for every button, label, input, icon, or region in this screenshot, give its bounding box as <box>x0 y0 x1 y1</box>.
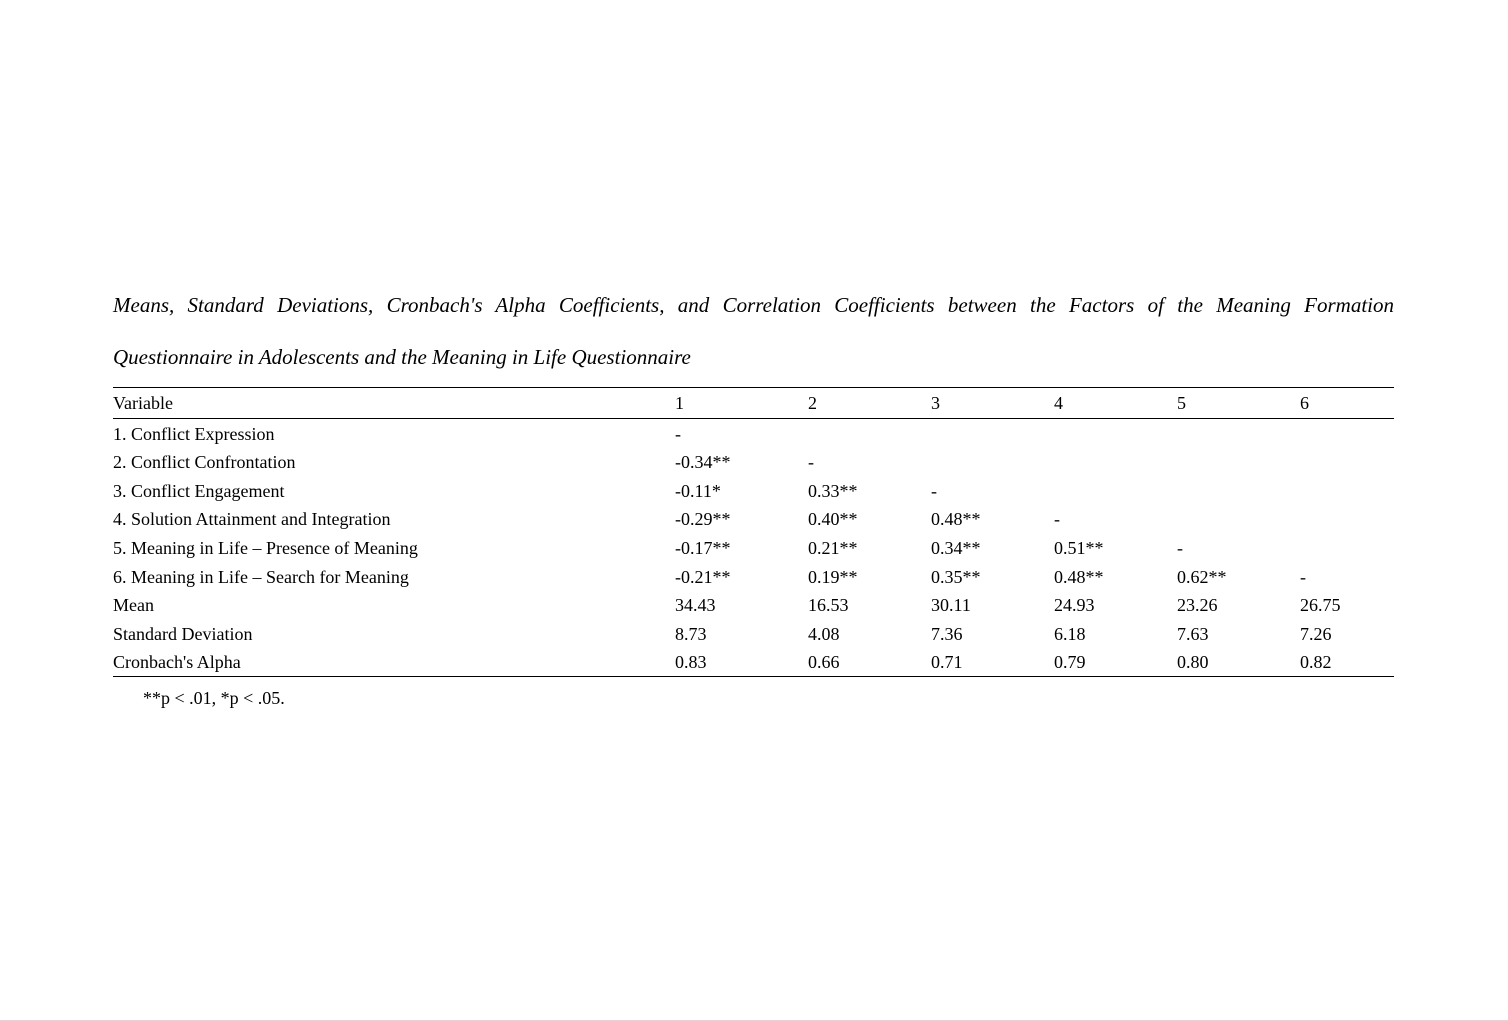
row-label: Standard Deviation <box>113 623 253 644</box>
table-cell <box>1300 505 1394 534</box>
table-cell: 0.34** <box>931 537 981 558</box>
header-col-2: 2 <box>808 393 817 413</box>
table-cell <box>1300 533 1394 562</box>
table-cell: 0.33** <box>808 480 858 501</box>
table-cell: 0.66 <box>808 652 840 673</box>
table-cell: 0.40** <box>808 509 858 530</box>
table-row <box>113 648 1394 677</box>
header-col-6: 6 <box>1300 393 1309 413</box>
table-cell: 6.18 <box>1054 623 1086 644</box>
table-cell: 7.63 <box>1177 623 1209 644</box>
significance-note: **p < .01, *p < .05. <box>143 688 285 708</box>
caption-line-2: Questionnaire in Adolescents and the Meaning in Life Questionnaire <box>113 345 691 369</box>
header-col-1: 1 <box>675 393 684 413</box>
row-label: Cronbach's Alpha <box>113 652 241 673</box>
table-cell <box>1054 448 1177 477</box>
table-cell: 24.93 <box>1054 595 1095 616</box>
table-cell: 26.75 <box>1300 595 1341 616</box>
table-cell: - <box>808 452 814 473</box>
table-cell: - <box>1177 537 1183 558</box>
row-label: 6. Meaning in Life – Search for Meaning <box>113 566 409 587</box>
table-row <box>113 619 1394 648</box>
table-cell: 0.51** <box>1054 537 1104 558</box>
table-row <box>113 533 1394 562</box>
table-cell <box>1177 505 1300 534</box>
table-row <box>113 562 1394 591</box>
table-cell: - <box>675 423 681 444</box>
table-row <box>113 505 1394 534</box>
table-cell <box>1300 419 1394 448</box>
table-cell <box>1177 448 1300 477</box>
table-caption <box>113 279 1394 383</box>
table-cell: -0.11* <box>675 480 721 501</box>
table-cell: 0.80 <box>1177 652 1209 673</box>
table-cell: - <box>1054 509 1060 530</box>
table-cell: - <box>1300 566 1306 587</box>
row-label: 3. Conflict Engagement <box>113 480 285 501</box>
header-col-3: 3 <box>931 393 940 413</box>
table-cell <box>1300 476 1394 505</box>
table-cell: -0.29** <box>675 509 731 530</box>
header-col-5: 5 <box>1177 393 1186 413</box>
row-label: Mean <box>113 595 154 616</box>
correlation-table <box>113 387 1394 677</box>
table-cell <box>931 448 1054 477</box>
row-label: 2. Conflict Confrontation <box>113 452 296 473</box>
table-cell <box>808 419 931 448</box>
table-cell <box>1177 476 1300 505</box>
table-cell: 23.26 <box>1177 595 1218 616</box>
table-row <box>113 419 1394 448</box>
header-col-4: 4 <box>1054 393 1063 413</box>
table-cell <box>931 419 1054 448</box>
table-cell: 8.73 <box>675 623 707 644</box>
table-cell <box>1054 476 1177 505</box>
table-header-row <box>113 388 1394 419</box>
table-cell: 7.36 <box>931 623 963 644</box>
row-label: 5. Meaning in Life – Presence of Meaning <box>113 537 418 558</box>
table-row <box>113 476 1394 505</box>
table-cell: 0.35** <box>931 566 981 587</box>
table-cell: 0.21** <box>808 537 858 558</box>
row-label: 4. Solution Attainment and Integration <box>113 509 391 530</box>
table-cell: 0.48** <box>931 509 981 530</box>
table-cell <box>1054 419 1177 448</box>
header-variable: Variable <box>113 393 173 413</box>
table-row <box>113 448 1394 477</box>
caption-line-1: Means, Standard Deviations, Cronbach's Alpha Coefficients, and Correlation Coefficients between the Factors of the Meaning Formation <box>113 293 1394 317</box>
table-cell: 34.43 <box>675 595 716 616</box>
table-cell: 30.11 <box>931 595 971 616</box>
table-cell: 16.53 <box>808 595 849 616</box>
table-cell: -0.21** <box>675 566 731 587</box>
table-cell <box>1300 448 1394 477</box>
table-cell: 0.71 <box>931 652 963 673</box>
table-cell: 4.08 <box>808 623 840 644</box>
table-cell: -0.17** <box>675 537 731 558</box>
table-cell: 0.19** <box>808 566 858 587</box>
table-cell <box>1177 419 1300 448</box>
table-cell: -0.34** <box>675 452 731 473</box>
row-label: 1. Conflict Expression <box>113 423 275 444</box>
table-cell: 7.26 <box>1300 623 1332 644</box>
table-cell: 0.62** <box>1177 566 1227 587</box>
table-cell: 0.48** <box>1054 566 1104 587</box>
table-cell: 0.79 <box>1054 652 1086 673</box>
table-cell: 0.82 <box>1300 652 1332 673</box>
table-cell: - <box>931 480 937 501</box>
table-cell: 0.83 <box>675 652 707 673</box>
table-row <box>113 591 1394 620</box>
